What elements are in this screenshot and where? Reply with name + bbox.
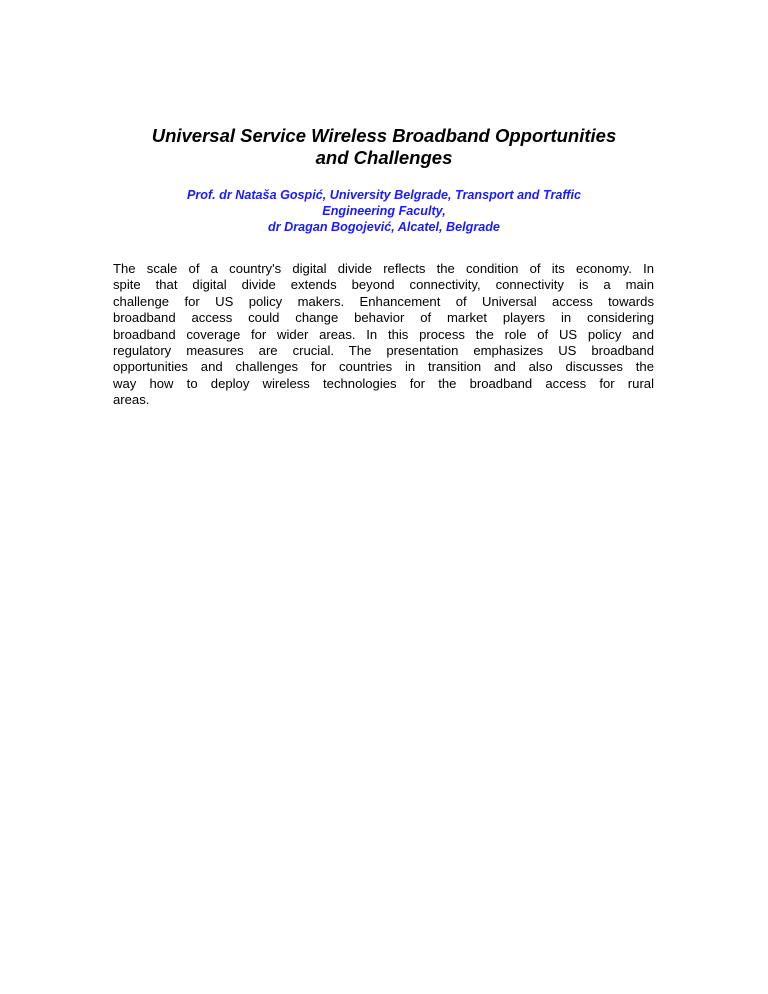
title-line: Universal Service Wireless Broadband Opportunities xyxy=(151,125,617,146)
abstract-line: broadband access could change behavior of market players in considering xyxy=(113,310,654,326)
author-line: Engineering Faculty, xyxy=(322,204,446,218)
abstract-line: regulatory measures are crucial. The presentation emphasizes US broadband xyxy=(113,343,654,359)
abstract-line: opportunities and challenges for countries in transition and also discusses the xyxy=(113,359,654,375)
author-list xyxy=(100,187,668,235)
document-title xyxy=(100,125,668,169)
author-line: Prof. dr Nataša Gospić, University Belgrade, Transport and Traffic xyxy=(186,188,582,202)
abstract-paragraph xyxy=(113,261,654,409)
title-line: and Challenges xyxy=(315,147,453,168)
abstract-line: areas. xyxy=(113,392,150,408)
abstract-line: way how to deploy wireless technologies for the broadband access for rural xyxy=(113,375,654,391)
author-line: dr Dragan Bogojević, Alcatel, Belgrade xyxy=(268,220,500,234)
abstract-line: challenge for US policy makers. Enhancement of Universal access towards xyxy=(113,293,654,309)
abstract-line: The scale of a country's digital divide reflects the condition of its economy. In xyxy=(113,261,654,276)
abstract-line: broadband coverage for wider areas. In this process the role of US policy and xyxy=(113,326,654,342)
abstract-line: spite that digital divide extends beyond connectivity, connectivity is a main xyxy=(113,277,654,293)
